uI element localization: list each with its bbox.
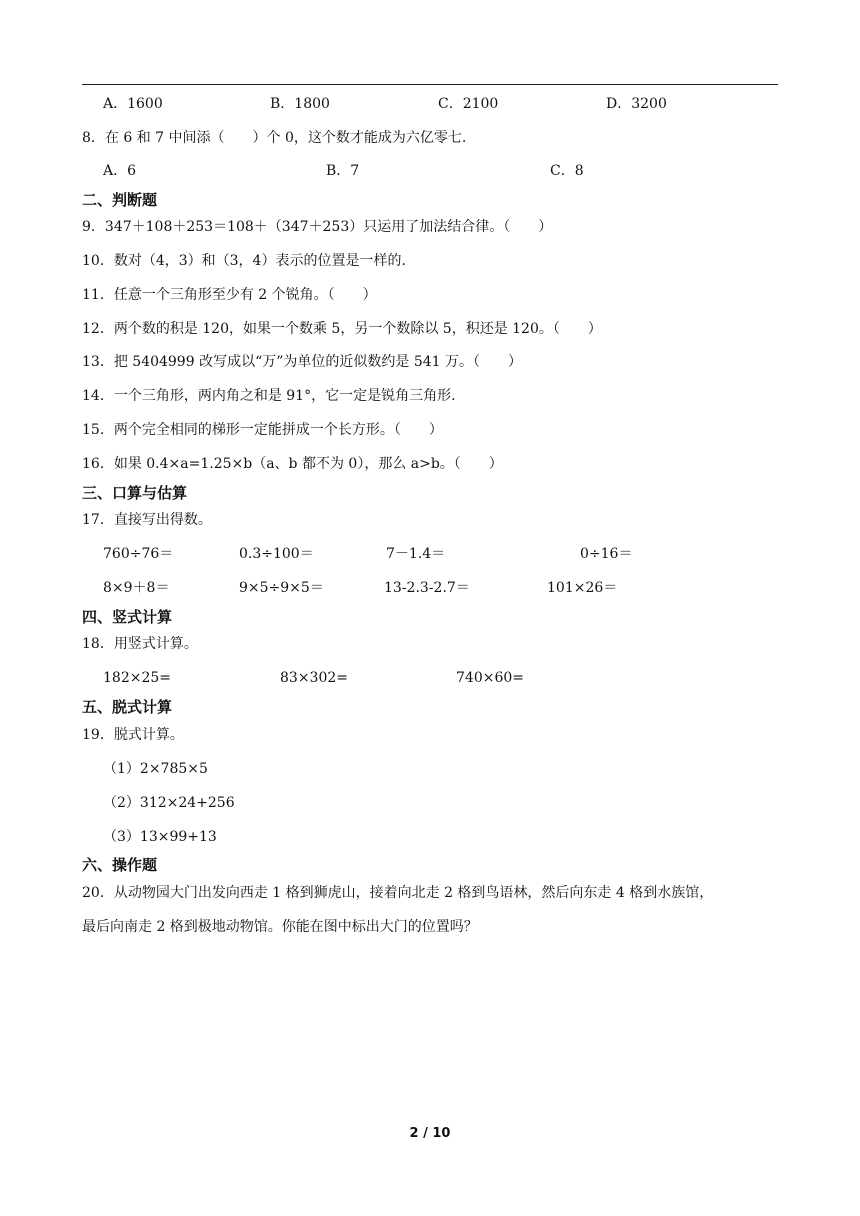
question-19: 19．脱式计算。 [82,727,184,743]
calc-item: 0÷16＝ [580,546,633,562]
section-heading-stepwise-calc: 五、脱式计算 [82,698,173,716]
question-15: 15．两个完全相同的梯形一定能拼成一个长方形。（ ） [82,422,443,438]
calc-item: 13-2.3-2.7＝ [384,580,470,596]
question-12: 12．两个数的积是 120，如果一个数乘 5，另一个数除以 5，积还是 120。（ ） [82,321,602,337]
q7-option-b: B．1800 [270,96,330,112]
question-9: 9．347＋108＋253＝108＋（347＋253）只运用了加法结合律。（ ） [82,219,553,235]
calc-item: 9×5÷9×5＝ [239,580,324,596]
calc-item: 8×9＋8＝ [103,580,170,596]
calc-item: 760÷76＝ [103,546,174,562]
calc-item: 0.3÷100＝ [239,546,314,562]
question-17: 17．直接写出得数。 [82,512,212,528]
q7-option-c: C．2100 [438,96,499,112]
question-20-line-1: 20．从动物园大门出发向西走 1 格到狮虎山，接着向北走 2 格到鸟语林，然后向东走 4 格到水族馆， [82,885,714,901]
q8-option-c: C．8 [550,163,584,179]
section-heading-judgement: 二、判断题 [82,191,158,209]
q8-option-a: A．6 [103,163,137,179]
section-heading-operation: 六、操作题 [82,856,158,874]
vertical-calc-item: 740×60= [456,670,524,686]
vertical-calc-item: 182×25= [103,670,171,686]
stepwise-item: （1）2×785×5 [103,761,208,777]
question-20-line-2: 最后向南走 2 格到极地动物馆。你能在图中标出大门的位置吗？ [82,919,478,935]
vertical-calc-item: 83×302= [280,670,348,686]
q8-option-b: B．7 [326,163,360,179]
stepwise-item: （3）13×99+13 [103,829,217,845]
question-14: 14．一个三角形，两内角之和是 91°，它一定是锐角三角形. [82,388,456,404]
q7-option-a: A．1600 [103,96,163,112]
question-10: 10．数对（4，3）和（3，4）表示的位置是一样的. [82,253,406,269]
calc-item: 7－1.4＝ [386,546,446,562]
question-16: 16．如果 0.4×a=1.25×b（a、b 都不为 0），那么 a>b。（ ） [82,456,503,472]
section-heading-mental-math: 三、口算与估算 [82,484,188,502]
question-13: 13．把 5404999 改写成以“万”为单位的近似数约是 541 万。（ ） [82,354,523,370]
stepwise-item: （2）312×24+256 [103,795,235,811]
question-18: 18．用竖式计算。 [82,636,198,652]
q8-stem: 8．在 6 和 7 中间添（ ）个 0，这个数才能成为六亿零七. [82,130,467,146]
question-11: 11．任意一个三角形至少有 2 个锐角。（ ） [82,287,377,303]
header-rule [82,84,778,85]
q7-option-d: D．3200 [606,96,667,112]
calc-item: 101×26＝ [547,580,618,596]
page-number: 2 / 10 [409,1126,451,1141]
section-heading-vertical-calc: 四、竖式计算 [82,608,173,626]
